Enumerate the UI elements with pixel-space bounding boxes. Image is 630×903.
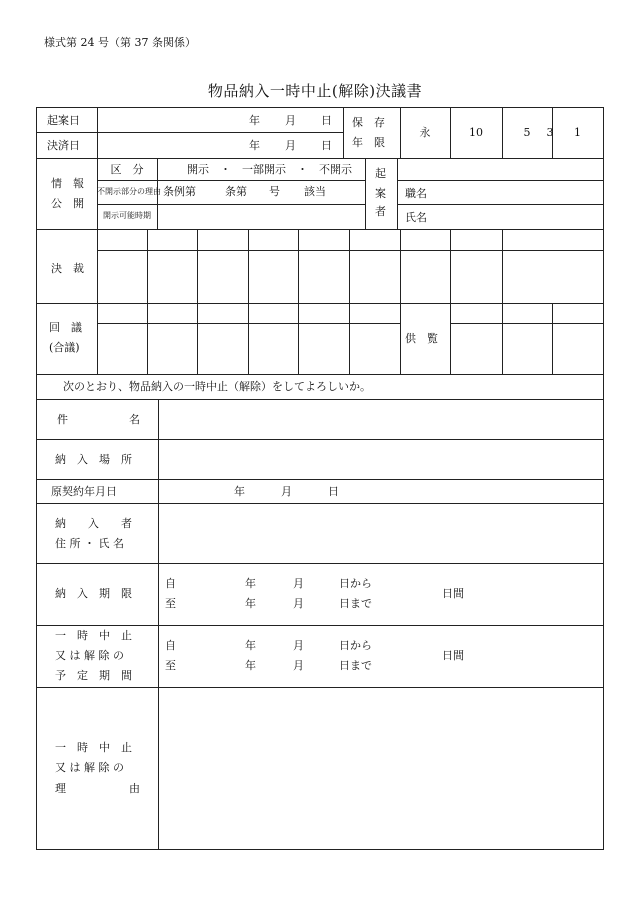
ji-label: 自 — [165, 577, 176, 590]
day-kara-label: 日から — [339, 577, 372, 590]
gen-month: 月 — [281, 485, 292, 498]
day-made-label: 日まで — [339, 597, 372, 610]
day-label: 日 — [321, 139, 332, 152]
nichikan-label: 日間 — [442, 649, 464, 662]
retention-option[interactable]: 5 — [523, 126, 531, 139]
kenmei-label: 件 — [57, 413, 68, 426]
page-title: 物品納入一時中止(解除)決議書 — [207, 82, 423, 100]
nengen-label: 年 限 — [352, 136, 385, 149]
month-label: 月 — [285, 114, 296, 127]
day-kara-label: 日から — [339, 639, 372, 652]
nonyusha-label: 納 入 者 — [55, 517, 132, 530]
retention-option[interactable]: 10 — [469, 126, 483, 139]
riyu-gaito: 該当 — [304, 185, 326, 198]
fukaiji-riyu-label: 不開示部分の理由 — [97, 187, 161, 196]
yotei-label: 一 時 中 止 — [55, 629, 132, 642]
kaigi-label: 回 議 — [49, 321, 82, 334]
riyu-label: 一 時 中 止 — [55, 741, 132, 754]
riyu-go: 号 — [269, 185, 280, 198]
month-label: 月 — [293, 597, 304, 610]
riyu-label: 由 — [129, 782, 140, 795]
gen-year: 年 — [234, 485, 245, 498]
year-label: 年 — [249, 114, 260, 127]
year-label: 年 — [245, 639, 256, 652]
jusho-shimei-label: 住 所 ・ 氏 名 — [55, 537, 124, 550]
gogi-label: (合議) — [49, 341, 80, 354]
month-label: 月 — [293, 639, 304, 652]
nonyu-kigen-label: 納 入 期 限 — [55, 587, 132, 600]
gen-day: 日 — [328, 485, 339, 498]
form-frame — [36, 107, 604, 850]
riyu-jorei: 条例第 — [163, 185, 196, 198]
retention-option[interactable]: 永 — [419, 126, 431, 139]
nonyu-basho-label: 納 入 場 所 — [55, 453, 132, 466]
day-made-label: 日まで — [339, 659, 372, 672]
form-number: 様式第 24 号（第 37 条関係） — [44, 36, 196, 49]
kyoran-label: 供 覧 — [405, 332, 438, 345]
joho-label: 情 報 — [51, 177, 84, 190]
kiansha-char: 起 — [375, 167, 386, 180]
retention-option[interactable]: 3 — [546, 126, 554, 139]
kessai-date-label: 決済日 — [47, 139, 80, 152]
statement-text: 次のとおり、物品納入の一時中止（解除）をしてよろしいか。 — [63, 380, 371, 393]
kessai-label: 決 裁 — [51, 262, 84, 275]
kiansha-char: 者 — [375, 205, 386, 218]
kaiji-kano-label: 開示可能時期 — [103, 211, 151, 220]
shokumei-label: 職名 — [405, 187, 427, 200]
riyu-label: 又 は 解 除 の — [55, 761, 124, 774]
year-label: 年 — [245, 659, 256, 672]
kian-date-label: 起案日 — [47, 114, 80, 127]
nichikan-label: 日間 — [442, 587, 464, 600]
month-label: 月 — [293, 577, 304, 590]
kokai-label: 公 開 — [51, 197, 84, 210]
kiansha-char: 案 — [375, 187, 386, 200]
kubun-label: 区 分 — [110, 163, 144, 176]
gen-keiyaku-label: 原契約年月日 — [51, 485, 117, 498]
month-label: 月 — [293, 659, 304, 672]
year-label: 年 — [249, 139, 260, 152]
riyu-jo: 条第 — [225, 185, 247, 198]
shimei-label: 氏名 — [405, 211, 427, 224]
year-label: 年 — [245, 597, 256, 610]
ji-label: 自 — [165, 639, 176, 652]
itaru-label: 至 — [165, 659, 176, 672]
riyu-label: 理 — [55, 782, 66, 795]
retention-option[interactable]: 1 — [574, 126, 581, 139]
kubun-value[interactable]: 開示 ・ 一部開示 ・ 不開示 — [187, 163, 352, 176]
hozon-label: 保 存 — [352, 116, 385, 129]
kenmei-label: 名 — [129, 413, 140, 426]
yotei-label: 予 定 期 間 — [55, 669, 132, 682]
year-label: 年 — [245, 577, 256, 590]
yotei-label: 又 は 解 除 の — [55, 649, 124, 662]
itaru-label: 至 — [165, 597, 176, 610]
month-label: 月 — [285, 139, 296, 152]
day-label: 日 — [321, 114, 332, 127]
